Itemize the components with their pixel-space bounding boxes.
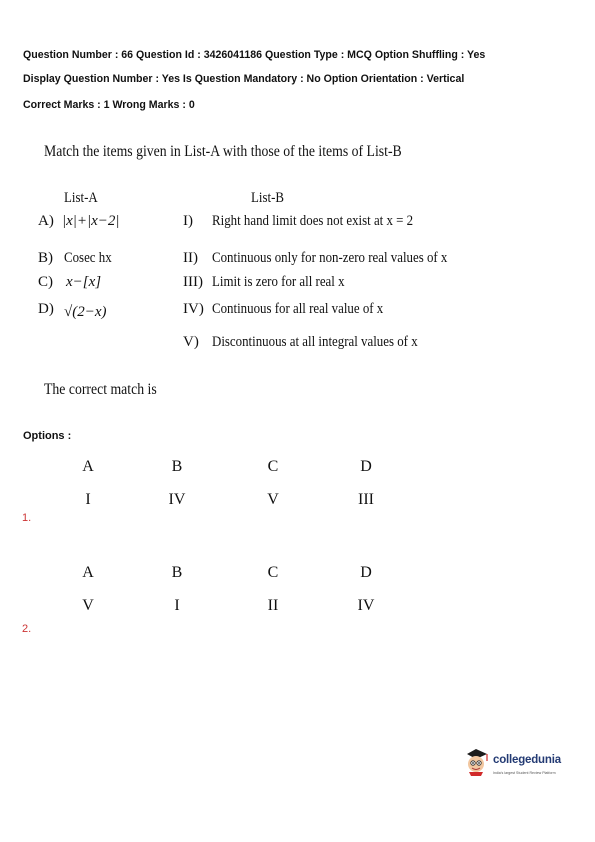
option-value: I [85, 491, 91, 508]
question-meta-line-1: Question Number : 66 Question Id : 3426041186 Question Type : MCQ Option Shuffling : Yes [23, 49, 486, 61]
option-value: II [267, 597, 279, 614]
list-b-item: Continuous only for non-zero real values of x [212, 250, 448, 266]
option-head: B [171, 458, 183, 475]
logo-wordmark: collegedunia [493, 754, 561, 766]
option-head: C [267, 564, 279, 581]
marks-line: Correct Marks : 1 Wrong Marks : 0 [23, 99, 195, 111]
options-label: Options : [23, 430, 72, 442]
list-b-numeral: V) [183, 334, 199, 350]
list-b-numeral: III) [183, 274, 203, 290]
logo-tagline: India's largest Student Review Platform [493, 771, 556, 775]
question-prompt: Match the items given in List-A with those of the items of List-B [44, 143, 402, 160]
list-b-item: Discontinuous at all integral values of x [212, 334, 418, 350]
list-a-item: C) [38, 274, 53, 290]
question-meta-line-2: Display Question Number : Yes Is Question Mandatory : No Option Orientation : Vertical [23, 73, 465, 85]
question-ask: The correct match is [44, 381, 157, 398]
list-b-numeral: I) [183, 213, 193, 229]
list-a-item: B) [38, 250, 53, 266]
option-head: C [267, 458, 279, 475]
list-b-heading: List-B [251, 190, 284, 206]
list-a-item: D) [38, 301, 54, 317]
list-b-numeral: IV) [183, 301, 204, 317]
option-value: IV [168, 491, 186, 508]
list-a-expr: √(2−x) [64, 304, 107, 320]
list-b-item: Continuous for all real value of x [212, 301, 384, 317]
option-value: I [174, 597, 180, 614]
mascot-icon [461, 744, 491, 776]
option-number: 1. [22, 512, 32, 524]
option-head: B [171, 564, 183, 581]
option-head: A [82, 458, 94, 475]
list-a-item: A) [38, 213, 54, 229]
list-a-expr: |x|+|x−2| [62, 213, 120, 229]
list-a-expr: Cosec hx [64, 250, 112, 266]
option-head: A [82, 564, 94, 581]
list-b-item: Limit is zero for all real x [212, 274, 345, 290]
list-b-numeral: II) [183, 250, 198, 266]
option-value: V [82, 597, 94, 614]
list-a-expr: x−[x] [66, 274, 102, 290]
option-head: D [360, 458, 372, 475]
list-b-item: Right hand limit does not exist at x = 2 [212, 213, 414, 229]
list-a-heading: List-A [64, 190, 98, 206]
option-number: 2. [22, 623, 32, 635]
option-value: IV [357, 597, 375, 614]
option-head: D [360, 564, 372, 581]
option-value: III [358, 491, 374, 508]
option-value: V [267, 491, 279, 508]
